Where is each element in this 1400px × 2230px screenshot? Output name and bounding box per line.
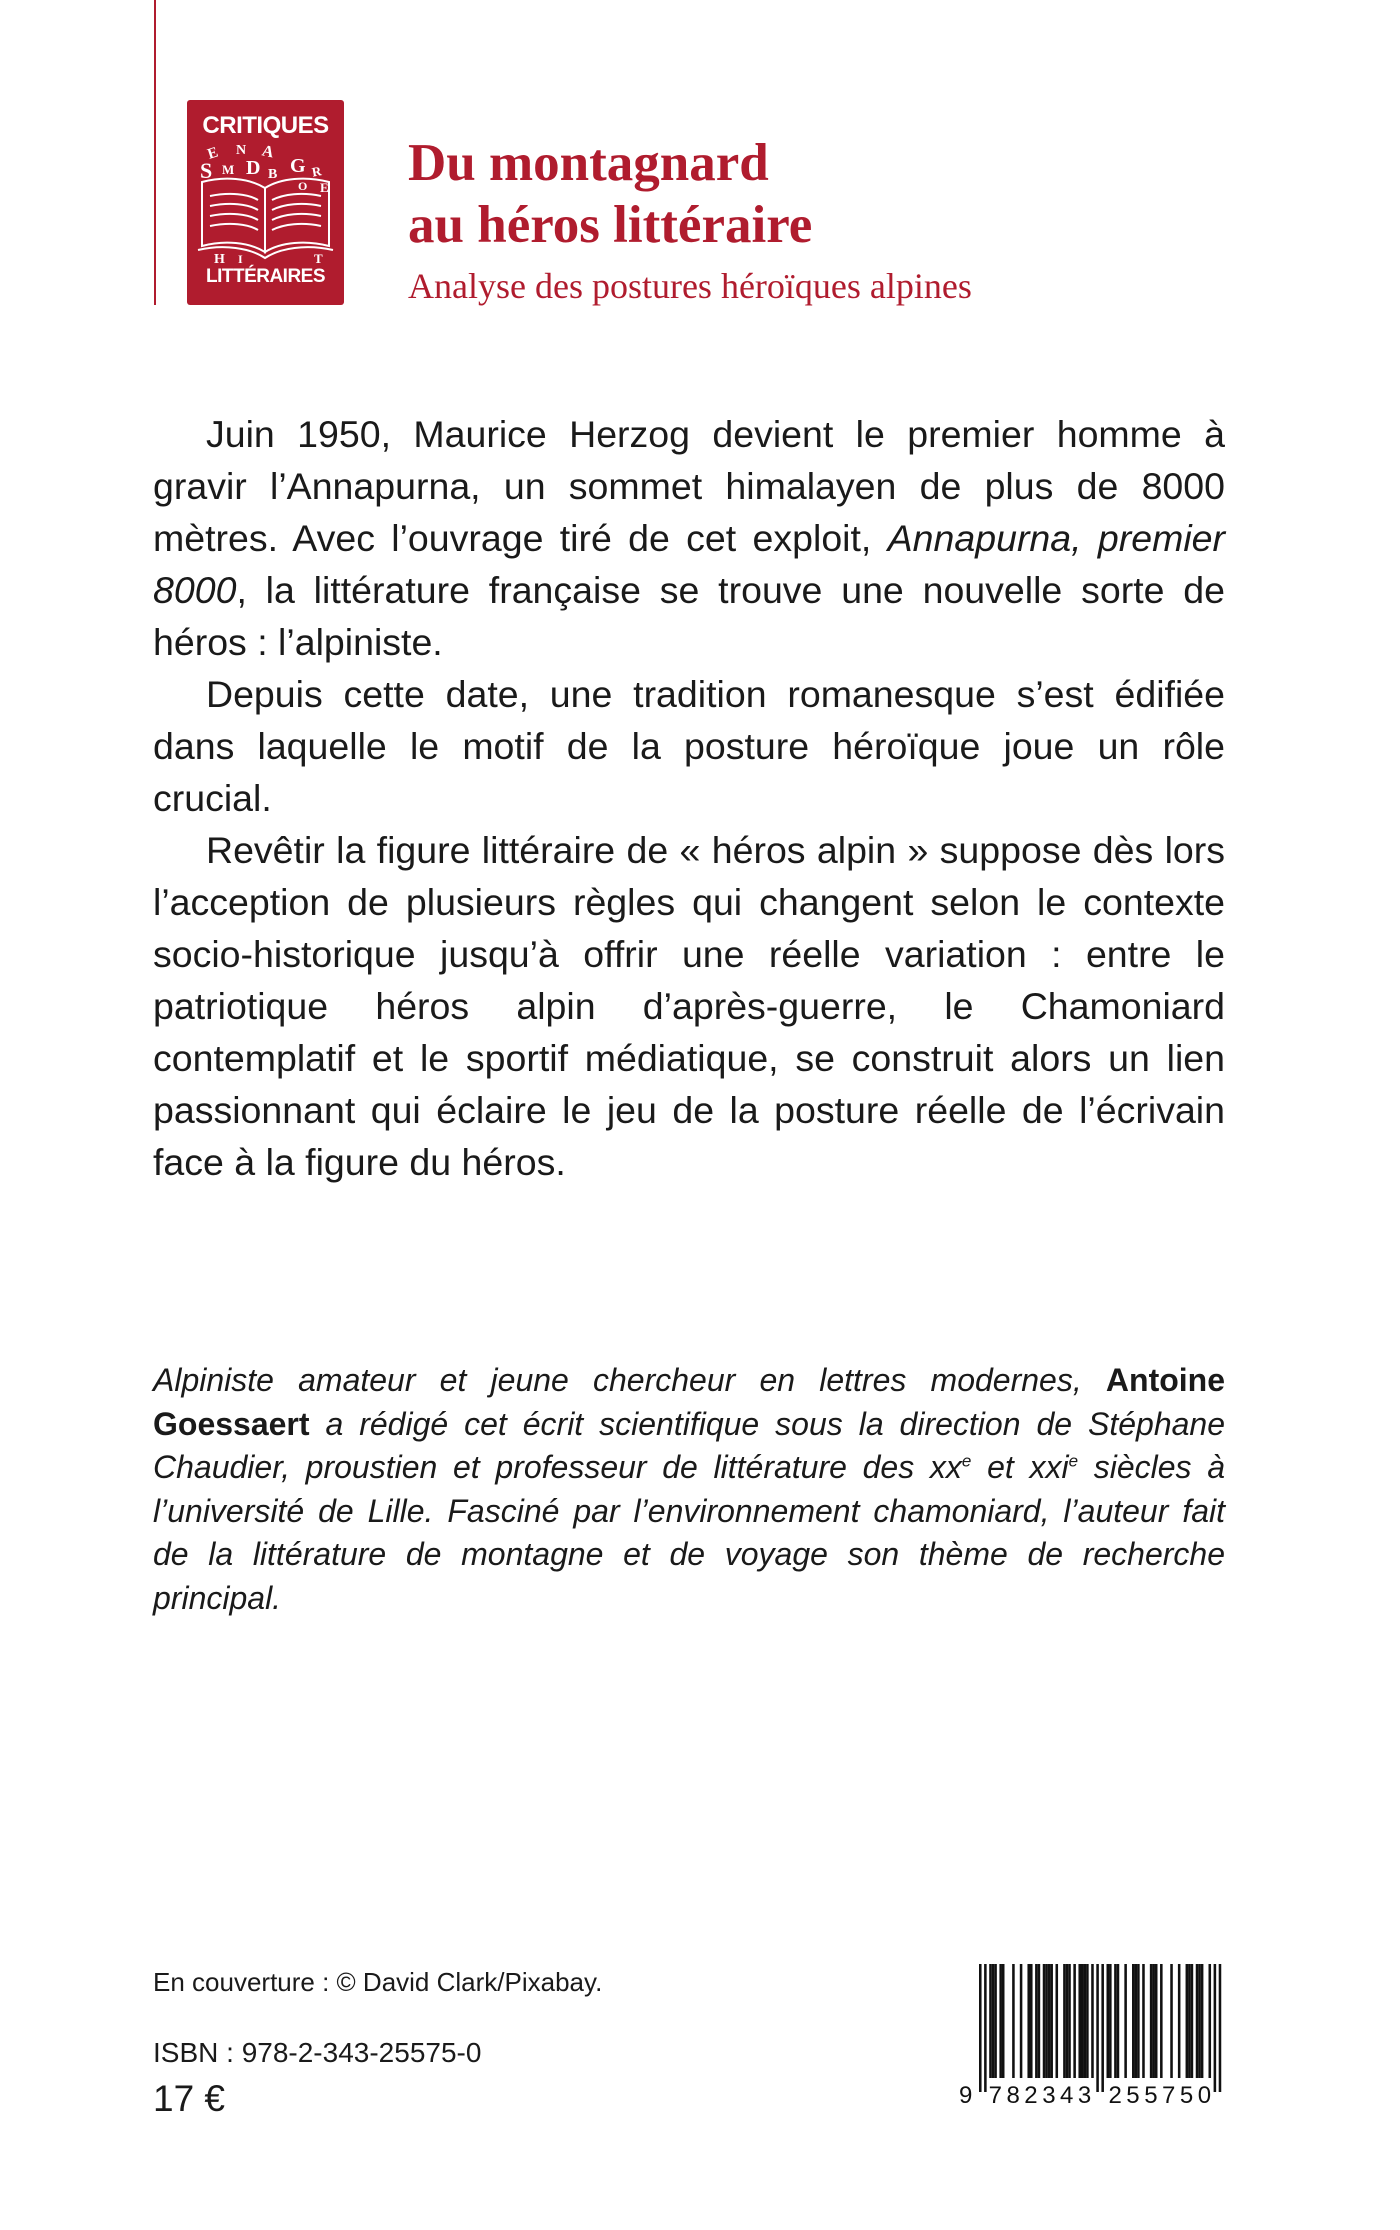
barcode-bar (1150, 1964, 1153, 2078)
barcode-bar (1086, 1964, 1089, 2078)
logo-letter: I (238, 252, 243, 264)
barcode-bar (984, 1964, 987, 2092)
author-bio (153, 1359, 1225, 1620)
century-20-suffix: e (961, 1451, 972, 1471)
book-title-line-1: Du montagnard (408, 134, 769, 192)
barcode-digit: 5 (1179, 2082, 1194, 2108)
barcode-bar (1066, 1964, 1069, 2078)
barcode-bar (1063, 1964, 1066, 2078)
century-21: xxi (1029, 1449, 1069, 1485)
barcode-digit: 7 (988, 2082, 1002, 2108)
barcode-bar (1048, 1964, 1051, 2078)
barcode-bar (1043, 1964, 1046, 2078)
barcode-digit: 2 (1024, 2082, 1038, 2108)
logo-letter: T (314, 251, 323, 264)
logo-letter: R (310, 163, 323, 180)
logo-letter: E (205, 144, 221, 163)
logo-letter: G (290, 155, 306, 177)
summary-text (153, 408, 1225, 1188)
logo-letter: O (298, 179, 308, 193)
vertical-rule (154, 0, 156, 305)
barcode-bar (1056, 1964, 1059, 2078)
barcode-bar (1209, 1964, 1212, 2078)
barcode-bar (1038, 1964, 1041, 2078)
logo-letter: B (268, 167, 278, 182)
barcode-bar (1198, 1964, 1201, 2078)
barcode-digit: 5 (1144, 2082, 1158, 2108)
barcode-digit: 7 (1162, 2082, 1176, 2108)
barcode-bar (1091, 1964, 1094, 2078)
barcode-digit: 8 (1006, 2082, 1020, 2108)
barcode-bar (1124, 1964, 1127, 2078)
barcode-bar (1101, 1964, 1104, 2092)
barcode-bar (1020, 1964, 1023, 2078)
bio-end: siècles à l’université de Lille. Fasciné par l’environnement chamoniard, l’auteur fait de la littérature de montagne et de voyage son thème de recherche principal. (153, 1449, 1226, 1616)
bio-intro: Alpiniste amateur et jeune chercheur en lettres modernes, (153, 1362, 1106, 1398)
title-block (408, 132, 972, 308)
logo-letter: E (320, 180, 329, 195)
barcode-bar (1214, 1964, 1217, 2092)
barcode-digit: 5 (1126, 2082, 1140, 2108)
barcode-bar (1191, 1964, 1194, 2078)
barcode-bar (1132, 1964, 1135, 2078)
barcode-bar (1002, 1964, 1005, 2078)
logo-bottom-label: LITTÉRAIRES (205, 266, 326, 287)
book-subtitle: Analyse des postures héroïques alpines (408, 266, 972, 306)
logo-letter: M (222, 162, 235, 177)
summary-paragraph-2: Depuis cette date, une tradition romanesque s’est édifiée dans laquelle le motif de la posture héroïque joue un rôle crucial. (153, 673, 1225, 819)
barcode-bar (1027, 1964, 1030, 2078)
barcode-bar (1142, 1964, 1145, 2078)
barcode-digit: 2 (1108, 2082, 1122, 2108)
barcode-bar (994, 1964, 997, 2078)
summary-paragraph-1 (153, 408, 1225, 668)
barcode-bar (999, 1964, 1002, 2078)
barcode-digit: 0 (1197, 2082, 1212, 2108)
logo-letter: A (260, 142, 276, 162)
barcode-bar (1178, 1964, 1181, 2078)
barcode-bar (1107, 1964, 1110, 2078)
logo-letter: H (214, 252, 225, 264)
barcode-bar (1186, 1964, 1189, 2078)
barcode-bar (1170, 1964, 1173, 2078)
bio-middle: a rédigé cet écrit scientifique sous la direction de Stéphane Chaudier, proustien et professeur de littérature des (153, 1405, 1225, 1485)
barcode-bar (1012, 1964, 1015, 2078)
barcode-bar (992, 1964, 995, 2078)
cover-credit: En couverture : © David Clark/Pixabay. (153, 1967, 603, 1997)
author-name: Antoine Goessaert (153, 1362, 1225, 1442)
barcode-bar (1196, 1964, 1199, 2078)
barcode-bar (1152, 1964, 1155, 2078)
bio-conjunction: et (971, 1449, 1030, 1485)
logo-top-label: CRITIQUES (202, 112, 329, 139)
barcode-bar (1096, 1964, 1099, 2092)
barcode-bar (1201, 1964, 1204, 2078)
collection-logo (187, 100, 344, 305)
barcode-bar (1114, 1964, 1117, 2078)
barcode-bar (1188, 1964, 1191, 2078)
barcode-bar (979, 1964, 982, 2092)
barcode-bar (1137, 1964, 1140, 2078)
book-title-line-2: au héros littéraire (408, 196, 813, 254)
barcode-digit: 3 (1077, 2082, 1092, 2108)
barcode-bar (1045, 1964, 1048, 2078)
barcode-bar (1135, 1964, 1138, 2078)
summary-p1-end: , la littérature française se trouve une nouvelle sorte de héros : l’alpiniste. (153, 569, 1225, 663)
barcode-bar (1050, 1964, 1053, 2078)
century-21-suffix: e (1068, 1451, 1079, 1471)
logo-letter: S (200, 158, 213, 183)
barcode-bar (1109, 1964, 1112, 2078)
barcode-bar (1035, 1964, 1038, 2078)
barcode-digit: 3 (1042, 2082, 1056, 2108)
century-20: xx (929, 1449, 962, 1485)
barcode-bar (1073, 1964, 1076, 2078)
isbn: ISBN : 978-2-343-25575-0 (153, 2037, 482, 2068)
barcode-digit: 4 (1060, 2082, 1074, 2108)
barcode-bar (1155, 1964, 1158, 2078)
barcode-bar (1160, 1964, 1163, 2078)
summary-p1-start: Juin 1950, Maurice Herzog devient le premier homme à gravir l’Annapurna, un sommet himalayen de plus de 8000 mètres. Avec l’ouvrage tiré de cet exploit, (153, 413, 1225, 559)
barcode-bar (1078, 1964, 1081, 2078)
barcode-bar (1084, 1964, 1087, 2078)
barcode-bar (1117, 1964, 1120, 2078)
barcode-bar (1068, 1964, 1071, 2078)
barcode (955, 1960, 1225, 2108)
logo-letter: D (246, 157, 261, 179)
book-reference: Annapurna, premier 8000 (153, 517, 1225, 611)
barcode-bar (989, 1964, 992, 2078)
barcode-digit: 9 (959, 2082, 973, 2108)
barcode-bar (1030, 1964, 1033, 2078)
barcode-bar (1081, 1964, 1084, 2078)
price: 17 € (153, 2078, 226, 2119)
logo-letter: N (236, 143, 247, 158)
summary-paragraph-3: Revêtir la figure littéraire de « héros alpin » suppose dès lors l’acception de plusieurs règles qui changent selon le contexte socio-historique jusqu’à offrir une réelle variation : entre le patriotique héros alpin d’après-guerre, le Chamoniard contemplatif et le sportif médiatique, se construit alors un lien passionnant qui éclaire le jeu de la posture réelle de l’écrivain face à la figure du héros. (153, 829, 1225, 1183)
barcode-bar (1219, 1964, 1222, 2092)
open-book-icon (194, 142, 337, 264)
